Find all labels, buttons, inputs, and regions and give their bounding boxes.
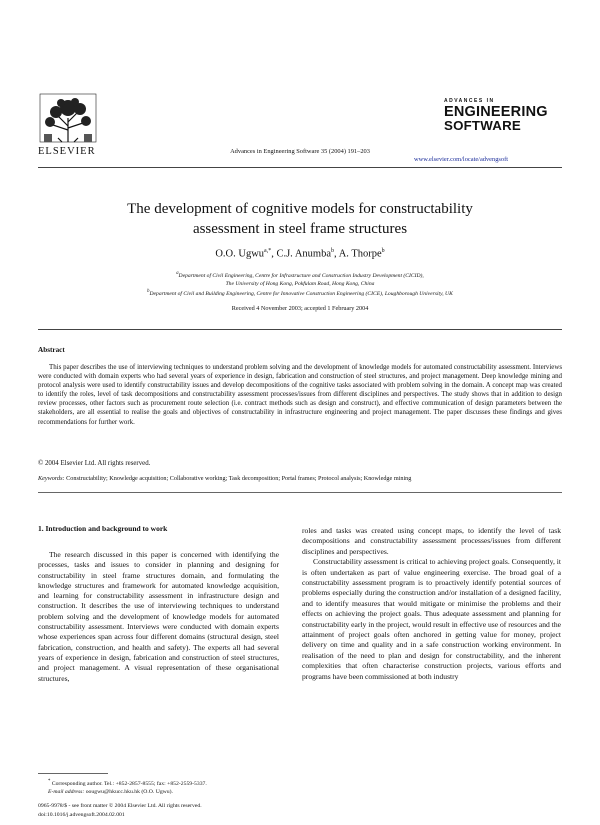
affiliation-text: Department of Civil Engineering, Centre for Infrastructure and Construction Industry Development (CICID), [178, 272, 424, 279]
author-name: C.J. Anumba [276, 248, 332, 260]
footnote-marker: * [48, 779, 51, 784]
journal-logo-line1: ENGINEERING [444, 104, 548, 120]
paragraph: roles and tasks was created using concept maps, to identify the level of task decompositions and constructability assessment processes/issues from different disciplines and perspectives. [302, 526, 561, 556]
journal-logo-line2: SOFTWARE [444, 118, 521, 133]
author-name: A. Thorpe [338, 248, 382, 260]
publisher-wordmark: ELSEVIER [38, 146, 96, 157]
keywords [38, 475, 562, 482]
journal-citation: Advances in Engineering Software 35 (2004) 191–203 [230, 148, 370, 155]
affiliations [0, 270, 600, 298]
article-title [0, 199, 600, 239]
doi-link[interactable]: doi:10.1016/j.advengsoft.2004.02.001 [38, 811, 125, 818]
author-affiliation-marker: b [331, 248, 335, 254]
footnote-line-2 [48, 788, 288, 796]
affiliation-marker: a [176, 271, 179, 276]
paragraph: Constructability assessment is critical to achieving project goals. Consequently, it is often undertaken as part of value engineering exercise. The broad goal of a constructability assessment program is to proactively identify potential sources of problems especially during the construction and/or installation of a designed facility, and to identify measures that would mitigate or minimise the problems and their effects on achieving the project goals. Thus adequate assessment and planning for constructability early in the project, would result in effective use of resources and the attainment of project goals often anchored in getting value for money, project delivery on time and quality and in a safe construction working environment. In realisation of the need to plan and design for constructability, and the inherent complexities that often characterise construction projects, various efforts and programs have been commissioned at both industry [302, 557, 561, 681]
affiliation-marker: b [147, 289, 150, 295]
keywords-label: Keywords: [38, 475, 65, 482]
abstract-heading: Abstract [38, 346, 65, 354]
author-name: O.O. Ugwu [215, 248, 265, 260]
affiliation-a-line2: The University of Hong Kong, Pokfulam Road, Hong Kong, China [225, 281, 375, 288]
footnote [48, 778, 288, 796]
affiliation-a [0, 270, 600, 280]
email-link[interactable]: oougwu@hkucc.hku.hk (O.O. Ugwu). [85, 788, 173, 795]
front-matter-notice: 0965-9978/$ - see front matter © 2004 Elsevier Ltd. All rights reserved. [38, 803, 202, 809]
footnote-line-1 [48, 778, 288, 788]
copyright-notice: © 2004 Elsevier Ltd. All rights reserved. [38, 460, 151, 467]
footnote-divider [38, 773, 108, 774]
keywords-list: Constructability; Knowledge acquisition; Collaborative working; Task decomposition; Portal frames; Protocol analysis; Knowledge mining [66, 475, 412, 482]
body-column-right [302, 526, 561, 682]
title-line-2: assessment in steel frame structures [192, 221, 408, 237]
author-affiliation-marker: a,* [264, 248, 272, 254]
header-divider [38, 167, 562, 168]
journal-logo-small: ADVANCES IN [444, 98, 495, 104]
abstract-text: This paper describes the use of interviewing techniques to understand problem solving and the development of knowledge models for automated constructability assessment. Interviews were conducted with domain experts who had several years of experience in design, fabrication and construction of steel structures, and project management. Deep knowledge mining and protocol analysis were used to identify constructability issues and develop decompositions of the cognitive tasks associated with problem solving in the domain. A concept map was created to identify the roles, level of task decompositions and constructability assessment processes/issues from different disciplines and perspectives. The study shows that in addition to design review processes, other factors such as procurement route selection (i.e. contract methods such as design and construct), and effective communication of design parameters between the stakeholders, are all essential to realise the goals and objectives of constructability in infrastructure engineering and project management. The paper discusses these findings and gives recommendations for further work. [38, 364, 562, 426]
page-footer [38, 802, 202, 819]
received-dates: Received 4 November 2003; accepted 1 February 2004 [231, 305, 369, 312]
body-column-left: The research discussed in this paper is concerned with identifying the processes, tasks and issues to consider in planning and designing for constructability in steel frame structures domain, and formulating the knowledge structures and framework for automated knowledge acquisition, and learning for constructability assessment in infrastructure design and construction. It describes the use of interviewing techniques to understand problem solving and the development of knowledge models for automated constructability assessment. Interviews were conducted with domain experts whose experiences span across four different domains (structural design, steel fabrication, construction, and health and safety). The experts all had several years of experience in design, fabrication and construction of steel structures, and project management. A visual representation of these organisational structures, [38, 550, 279, 683]
elsevier-tree-logo [38, 92, 98, 152]
abstract-bottom-divider [38, 492, 562, 493]
email-label: E-mail address: [48, 788, 85, 795]
journal-logo [444, 98, 564, 132]
abstract-top-divider [38, 329, 562, 330]
section-heading: 1. Introduction and background to work [38, 524, 168, 533]
author-affiliation-marker: b [381, 248, 385, 254]
affiliation-text: Department of Civil and Building Engineering, Centre for Innovative Construction Engineering (CICE), Loughborough University, UK [149, 291, 453, 298]
title-line-1: The development of cognitive models for constructability [127, 201, 473, 217]
author-list: O.O. Ugwu$^{a,*}$, C.J. Anumba$^b$, A. Thorpe$^b$ [215, 248, 385, 260]
footnote-contact: Corresponding author. Tel.: +852-2857-8555; fax: +852-2559-5337. [51, 780, 207, 787]
journal-url-link[interactable]: www.elsevier.com/locate/advengsoft [414, 156, 508, 163]
affiliation-b [0, 288, 600, 298]
